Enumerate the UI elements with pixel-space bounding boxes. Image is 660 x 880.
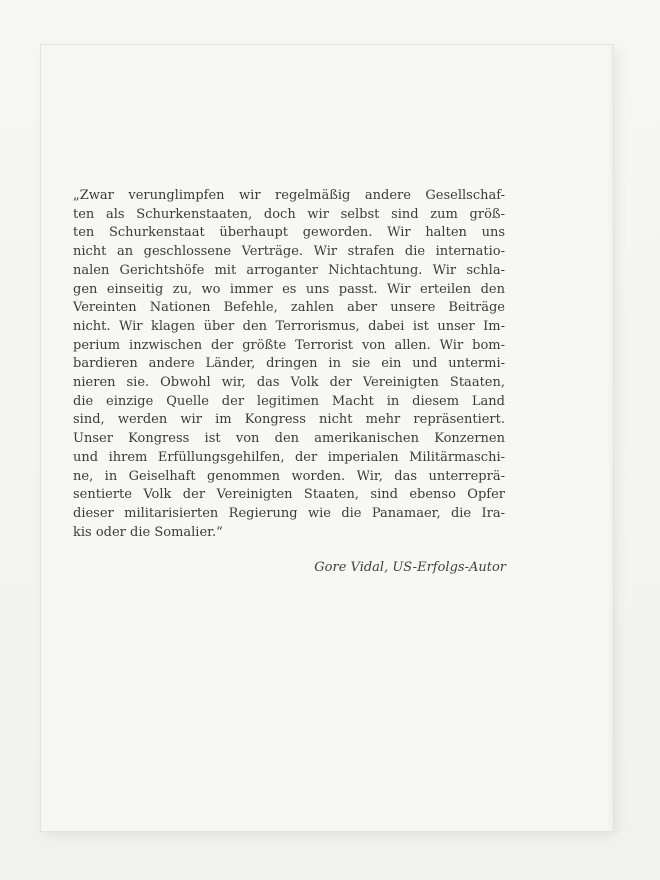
quote-attribution: Gore Vidal, US-Erfolgs-Autor	[314, 560, 506, 575]
quote-line: dieser militarisierten Regierung wie die Panamaer, die Ira-	[73, 505, 505, 521]
quote-line: nicht an geschlossene Verträge. Wir strafen die internatio-	[73, 244, 505, 260]
quote-line: Vereinten Nationen Befehle, zahlen aber unsere Beiträge	[73, 300, 505, 316]
quote-line: ne, in Geiselhaft genommen worden. Wir, das unterreprä-	[73, 468, 505, 484]
quote-line: nieren sie. Obwohl wir, das Volk der Vereinigten Staaten,	[73, 375, 505, 391]
book-page-edge	[607, 45, 613, 831]
quote-line: ten Schurkenstaat überhaupt geworden. Wir halten uns	[73, 225, 505, 241]
quote-line: gen einseitig zu, wo immer es uns passt. Wir erteilen den	[73, 281, 505, 297]
quote-line: ten als Schurkenstaaten, doch wir selbst sind zum größ-	[73, 206, 505, 222]
quote-line: perium inzwischen der größte Terrorist von allen. Wir bom-	[73, 337, 505, 353]
quote-line: nalen Gerichtshöfe mit arroganter Nichtachtung. Wir schla-	[73, 262, 505, 278]
quote-line: nicht. Wir klagen über den Terrorismus, dabei ist unser Im-	[73, 318, 505, 334]
quote-line: bardieren andere Länder, dringen in sie ein und untermi-	[73, 356, 505, 372]
quote-line: die einzige Quelle der legitimen Macht in diesem Land	[73, 393, 505, 409]
quote-line: sind, werden wir im Kongress nicht mehr repräsentiert.	[73, 412, 505, 428]
quote-line: Unser Kongress ist von den amerikanischen Konzernen	[73, 431, 505, 447]
quote-text	[73, 187, 505, 542]
quote-line: und ihrem Erfüllungsgehilfen, der imperialen Militärmaschi-	[73, 449, 505, 465]
quote-line: kis oder die Somalier.“	[73, 524, 223, 540]
quote-line: „Zwar verunglimpfen wir regelmäßig andere Gesellschaf-	[73, 188, 505, 203]
quote-line: sentierte Volk der Vereinigten Staaten, sind ebenso Opfer	[73, 487, 505, 503]
